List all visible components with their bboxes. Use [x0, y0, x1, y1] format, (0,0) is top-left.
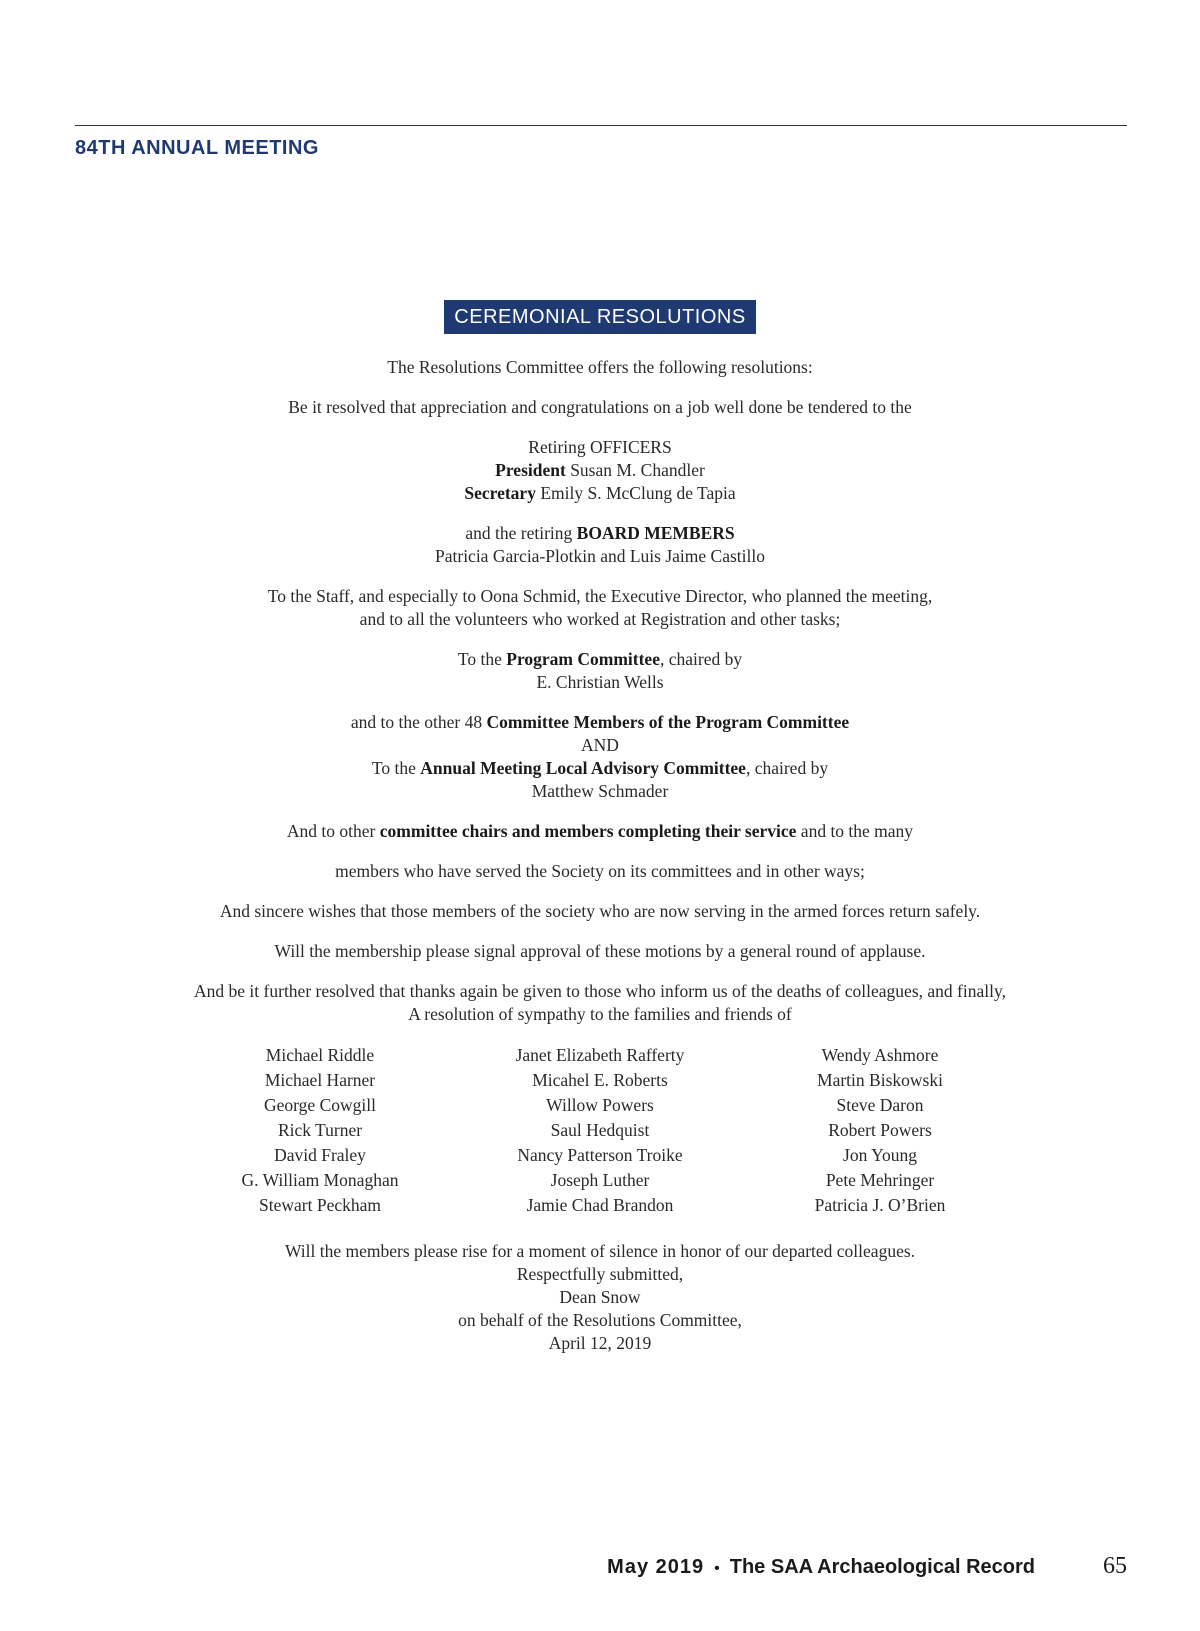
page-number: 65	[1103, 1553, 1127, 1579]
further-line-1: And be it further resolved that thanks again be given to those who inform us of the deaths of colleagues, and finally,	[194, 981, 1006, 1001]
deceased-name: Janet Elizabeth Rafferty	[515, 1045, 685, 1065]
deceased-name: Michael Harner	[264, 1070, 376, 1090]
served-line: members who have served the Society on its committees and in other ways;	[335, 861, 865, 881]
footer-bullet: •	[714, 1560, 720, 1577]
program-lead: To the	[457, 649, 502, 669]
deceased-name: Willow Powers	[546, 1095, 654, 1115]
program-label: Program Committee	[506, 649, 660, 669]
staff-block	[0, 585, 1200, 631]
silence-line: Will the members please rise for a moment of silence in honor of our departed colleagues.	[284, 1241, 916, 1261]
deceased-name: George Cowgill	[264, 1095, 376, 1115]
program-line	[0, 648, 1200, 671]
president-label: President	[495, 460, 566, 480]
president-name: Susan M. Chandler	[570, 460, 705, 480]
program-block	[0, 648, 1200, 694]
names-column	[485, 1043, 715, 1218]
armed-forces-line: And sincere wishes that those members of the society who are now serving in the armed forces return safely.	[219, 901, 981, 921]
resolutions-body	[0, 300, 1200, 1355]
program-chair: E. Christian Wells	[536, 672, 664, 692]
chairs-label: committee chairs and members completing their service	[379, 821, 797, 841]
president-line	[0, 459, 1200, 482]
members-lead: and to the other 48	[350, 712, 483, 732]
lac-line	[0, 757, 1200, 780]
secretary-line	[0, 482, 1200, 505]
members-line	[0, 711, 1200, 734]
approval-line: Will the membership please signal approval of these motions by a general round of applause.	[274, 941, 926, 961]
further-line-2: A resolution of sympathy to the families and friends of	[408, 1004, 792, 1024]
deceased-name: Pete Mehringer	[825, 1170, 935, 1190]
board-names: Patricia Garcia-Plotkin and Luis Jaime Castillo	[435, 546, 765, 566]
chairs-lead: And to other	[286, 821, 376, 841]
deceased-name: Jamie Chad Brandon	[526, 1195, 674, 1215]
page-footer	[607, 1553, 1127, 1580]
deceased-name: Stewart Peckham	[259, 1195, 381, 1215]
staff-line-1: To the Staff, and especially to Oona Schmid, the Executive Director, who planned the meeting,	[267, 586, 933, 606]
closing-block	[0, 1240, 1200, 1355]
board-block	[0, 522, 1200, 568]
resolved-line: Be it resolved that appreciation and congratulations on a job well done be tendered to the	[288, 397, 912, 417]
chairs-trail: and to the many	[800, 821, 914, 841]
lac-lead: To the	[371, 758, 416, 778]
deceased-name: G. William Monaghan	[241, 1170, 399, 1190]
secretary-label: Secretary	[464, 483, 536, 503]
deceased-name: Micahel E. Roberts	[532, 1070, 668, 1090]
board-line	[0, 522, 1200, 545]
deceased-name: Martin Biskowski	[817, 1070, 943, 1090]
deceased-name: Patricia J. O’Brien	[814, 1195, 946, 1215]
lac-trail: , chaired by	[745, 758, 829, 778]
names-column	[765, 1043, 995, 1218]
lac-label: Annual Meeting Local Advisory Committee	[420, 758, 746, 778]
lac-chair: Matthew Schmader	[531, 781, 669, 801]
secretary-name: Emily S. McClung de Tapia	[540, 483, 736, 503]
deceased-name: Robert Powers	[828, 1120, 932, 1140]
page-title: CEREMONIAL RESOLUTIONS	[444, 300, 755, 334]
board-lead: and the retiring	[465, 523, 573, 543]
deceased-name: Rick Turner	[277, 1120, 363, 1140]
deceased-name: David Fraley	[274, 1145, 366, 1165]
deceased-name: Jon Young	[843, 1145, 917, 1165]
deceased-name: Nancy Patterson Troike	[517, 1145, 683, 1165]
footer-journal: The SAA Archaeological Record	[729, 1556, 1035, 1578]
header-rule	[75, 125, 1127, 126]
author-name: Dean Snow	[559, 1287, 641, 1307]
names-column	[205, 1043, 435, 1218]
section-label: 84TH ANNUAL MEETING	[75, 137, 319, 159]
behalf-line: on behalf of the Resolutions Committee,	[458, 1310, 742, 1330]
chairs-line	[0, 820, 1200, 843]
officers-heading: Retiring OFFICERS	[528, 437, 672, 457]
program-trail: , chaired by	[659, 649, 743, 669]
further-block	[0, 980, 1200, 1026]
footer-month: May 2019	[607, 1556, 705, 1578]
deceased-name: Saul Hedquist	[550, 1120, 650, 1140]
board-label: BOARD MEMBERS	[576, 523, 735, 543]
members-block	[0, 711, 1200, 803]
staff-line-2: and to all the volunteers who worked at Registration and other tasks;	[359, 609, 841, 629]
deceased-names	[205, 1043, 995, 1218]
submitted-line: Respectfully submitted,	[516, 1264, 684, 1284]
officers-block	[0, 436, 1200, 505]
deceased-name: Michael Riddle	[265, 1045, 375, 1065]
deceased-name: Steve Daron	[836, 1095, 924, 1115]
deceased-name: Joseph Luther	[550, 1170, 650, 1190]
deceased-name: Wendy Ashmore	[821, 1045, 939, 1065]
date-line: April 12, 2019	[548, 1333, 652, 1353]
and-line: AND	[581, 735, 619, 755]
intro-text: The Resolutions Committee offers the following resolutions:	[387, 357, 813, 377]
members-label: Committee Members of the Program Committee	[486, 712, 850, 732]
